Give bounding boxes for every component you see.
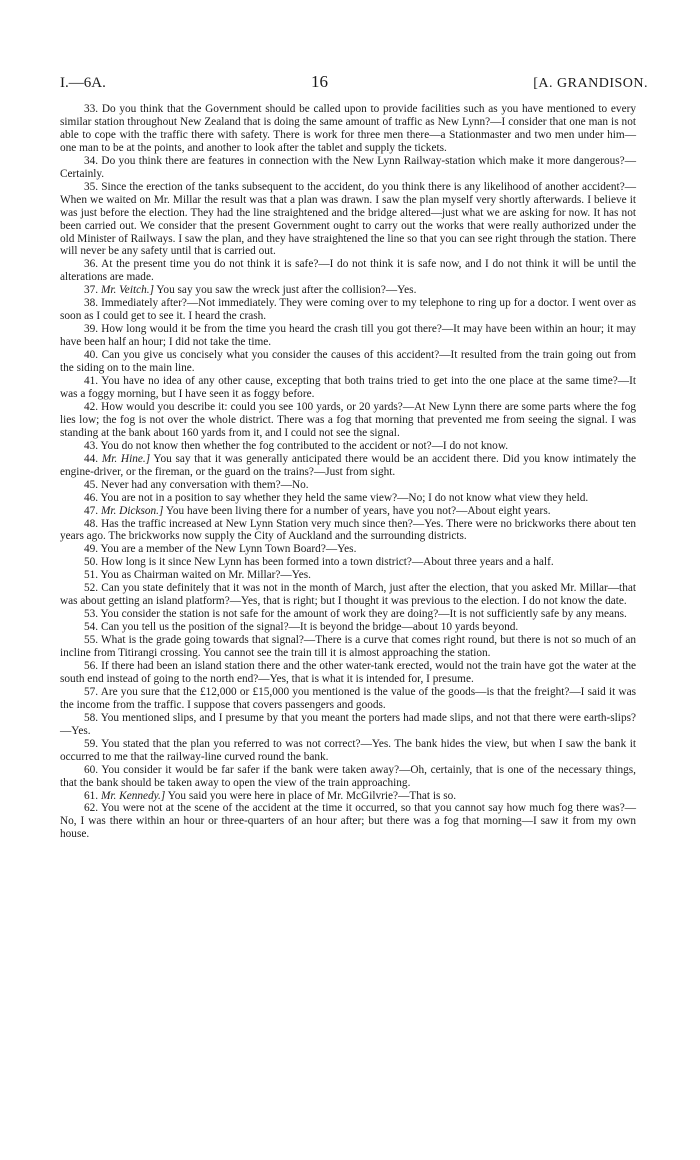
question-paragraph xyxy=(60,492,636,505)
question-text: You have been living there for a number of years, have you not?—About eight years. xyxy=(165,504,551,517)
question-number: 48. xyxy=(84,517,99,530)
paper-reference: I.—6A. xyxy=(60,75,106,91)
question-paragraph xyxy=(60,103,636,155)
question-text: If there had been an island station there and the other water-tank erected, would not the train have got the water at the south end instead of going to the north end?—Yes, that is what it is intended for, I presume. xyxy=(60,659,637,685)
question-text: You consider it would be far safer if the bank were taken away?—Oh, certainly, that is one of the necessary things, that the bank should be taken away to open the view of the train approaching. xyxy=(60,763,636,789)
question-paragraph xyxy=(60,479,636,492)
question-number: 43. xyxy=(84,439,99,452)
witness-name: [A. GRANDISON. xyxy=(533,76,648,91)
question-text: You are a member of the New Lynn Town Board?—Yes. xyxy=(100,543,357,556)
question-paragraph xyxy=(60,155,636,181)
question-number: 35. xyxy=(84,180,99,193)
question-number: 56. xyxy=(84,659,99,672)
question-number: 60. xyxy=(84,763,99,776)
question-paragraph xyxy=(60,764,636,790)
question-paragraph xyxy=(60,802,636,841)
question-paragraph xyxy=(60,582,636,608)
question-text: Can you give us concisely what you consider the causes of this accident?—It resulted from the train going out from the siding on to the main line. xyxy=(60,349,637,375)
speaker-label: Mr. Veitch.] xyxy=(100,284,154,297)
question-text: Can you state definitely that it was not in the month of March, just after the election, that you asked Mr. Millar—that was about getting an island platform?—Yes, that is right; but I thought it was previous to the election. I do not know the date. xyxy=(60,582,637,608)
question-text: You said you were here in place of Mr. McGilvrie?—That is so. xyxy=(167,789,457,802)
question-text: How long is it since New Lynn has been formed into a town district?—About three years and a half. xyxy=(100,556,554,569)
question-text: You were not at the scene of the accident at the time it occurred, so that you cannot say how much fog there was?—No, I was there within an hour or three-quarters of an hour after; but there was a fog that morning—I saw it from my own house. xyxy=(60,802,636,841)
question-text: How long would it be from the time you heard the crash till you got there?—It may have been within an hour; it may have been half an hour; I did not take the time. xyxy=(60,323,636,349)
question-number: 49. xyxy=(84,543,99,556)
question-paragraph xyxy=(60,686,636,712)
question-text: How would you describe it: could you see 100 yards, or 20 yards?—At New Lynn there are some parts where the fog lies low; the fog is not over the whole district. There was a fog that morning that prevented me from seeing the signal. I was standing at the bank about 160 yards from it, and I could not see the signal. xyxy=(60,400,636,439)
question-text: At the present time you do not think it is safe?—I do not think it is safe now, and I do not think it will be until the alterations are made. xyxy=(60,258,636,284)
question-paragraph xyxy=(60,440,636,453)
question-number: 51. xyxy=(84,569,99,582)
question-paragraph xyxy=(60,323,636,349)
speaker-label: Mr. Dickson.] xyxy=(100,504,164,517)
question-paragraph xyxy=(60,297,636,323)
question-number: 38. xyxy=(84,297,99,310)
question-number: 58. xyxy=(84,711,99,724)
question-number: 39. xyxy=(84,323,99,336)
question-number: 50. xyxy=(84,556,99,569)
question-paragraph xyxy=(60,556,636,569)
speaker-label: Mr. Hine.] xyxy=(101,452,151,465)
question-number: 59. xyxy=(84,737,99,750)
question-number: 37. xyxy=(84,284,99,297)
question-text: Are you sure that the £12,000 or £15,000 you mentioned is the value of the goods—is that the freight?—I said it was the income from the traffic. I suppose that covers passengers and goods. xyxy=(60,685,637,711)
question-text: You say that it was generally anticipated there would be an accident there. Did you know intimately the engine-driver, or the fireman, or the guard on the trains?—Just from sight. xyxy=(60,452,637,478)
question-text: You as Chairman waited on Mr. Millar?—Yes. xyxy=(100,569,311,582)
question-number: 34. xyxy=(84,154,99,167)
question-paragraph xyxy=(60,401,636,440)
page-header xyxy=(60,72,648,96)
question-text: You consider the station is not safe for the amount of work they are doing?—It is not sufficiently safe by any means. xyxy=(100,608,627,621)
page-number: 16 xyxy=(311,72,329,91)
question-number: 53. xyxy=(84,608,99,621)
question-text: You are not in a position to say whether they held the same view?—No; I do not know what view they held. xyxy=(100,491,589,504)
question-number: 40. xyxy=(84,349,99,362)
question-number: 33. xyxy=(84,103,99,115)
question-paragraph xyxy=(60,349,636,375)
question-paragraph xyxy=(60,258,636,284)
question-paragraph xyxy=(60,543,636,556)
question-paragraph xyxy=(60,181,636,259)
question-text: You say you saw the wreck just after the collision?—Yes. xyxy=(156,284,417,297)
question-text: You mentioned slips, and I presume by that you meant the porters had made slips, and not that there were earth-slips?—Yes. xyxy=(60,711,637,737)
question-number: 54. xyxy=(84,621,99,634)
question-paragraph xyxy=(60,634,636,660)
question-number: 57. xyxy=(84,685,99,698)
question-paragraph xyxy=(60,738,636,764)
question-paragraph xyxy=(60,621,636,634)
document-body xyxy=(60,103,636,841)
question-number: 46. xyxy=(84,491,99,504)
question-paragraph xyxy=(60,518,636,544)
question-text: Immediately after?—Not immediately. They were coming over to my telephone to ring up for a doctor. I went over as soon as I could get to see it. I heard the crash. xyxy=(60,297,636,323)
question-paragraph xyxy=(60,284,636,297)
question-paragraph xyxy=(60,569,636,582)
question-paragraph xyxy=(60,505,636,518)
question-number: 62. xyxy=(84,802,99,815)
question-text: Do you think that the Government should be called upon to provide facilities such as you have mentioned to every similar station throughout New Zealand that is doing the same amount of traffic as New Lynn?—I consider that one man is not able to cope with the traffic there with safety. There is work for three men there—a Stationmaster and two men under him—one man to be at the points, and another to look after the tablet and supply the tickets. xyxy=(60,103,636,154)
question-number: 44. xyxy=(84,452,99,465)
speaker-label: Mr. Kennedy.] xyxy=(100,789,166,802)
question-text: Since the erection of the tanks subsequent to the accident, do you think there is any likelihood of another accident?—When we waited on Mr. Millar the result was that a plan was drawn. I saw the plan myself very shortly afterwards. I believe it was just before the election. They had the line straightened and the bridge altered—just what we are asking for now. It has not been carried out. We consider that the present Government ought to carry out the works that were really authorized under the old Minister of Railways. I saw the plan, and they have straightened the line so that you can see right through the station. There will never be any safety until that is carried out. xyxy=(60,180,636,258)
question-text: Do you think there are features in connection with the New Lynn Railway-station which make it more dangerous?—Certainly. xyxy=(60,154,636,180)
question-text: You stated that the plan you referred to was not correct?—Yes. The bank hides the view, but when I saw the bank it occurred to me that the railway-line curved round the bank. xyxy=(60,737,637,763)
question-number: 41. xyxy=(84,375,99,388)
question-number: 42. xyxy=(84,400,99,413)
question-paragraph xyxy=(60,660,636,686)
question-text: What is the grade going towards that signal?—There is a curve that comes right round, but there is not so much of an incline from Titirangi crossing. You cannot see the train till it is almost approaching the station. xyxy=(60,634,636,660)
question-text: Can you tell us the position of the signal?—It is beyond the bridge—about 10 yards beyond. xyxy=(100,621,519,634)
question-number: 52. xyxy=(84,582,99,595)
question-paragraph xyxy=(60,453,636,479)
question-text: Never had any conversation with them?—No. xyxy=(100,478,309,491)
question-number: 47. xyxy=(84,504,99,517)
question-text: Has the traffic increased at New Lynn Station very much since then?—Yes. There were no brickworks there about ten years ago. The brickworks now supply the City of Auckland and the surrounding districts. xyxy=(60,517,636,543)
question-text: You have no idea of any other cause, excepting that both trains tried to get into the one place at the same time?—It was a foggy morning, but I have seen it as foggy before. xyxy=(60,375,636,400)
question-number: 55. xyxy=(84,634,99,647)
question-paragraph xyxy=(60,790,636,803)
question-number: 45. xyxy=(84,478,99,491)
question-paragraph xyxy=(60,712,636,738)
question-paragraph xyxy=(60,608,636,621)
question-number: 36. xyxy=(84,258,99,271)
question-text: You do not know then whether the fog contributed to the accident or not?—I do not know. xyxy=(100,439,509,452)
question-paragraph xyxy=(60,375,636,401)
question-number: 61. xyxy=(84,789,99,802)
